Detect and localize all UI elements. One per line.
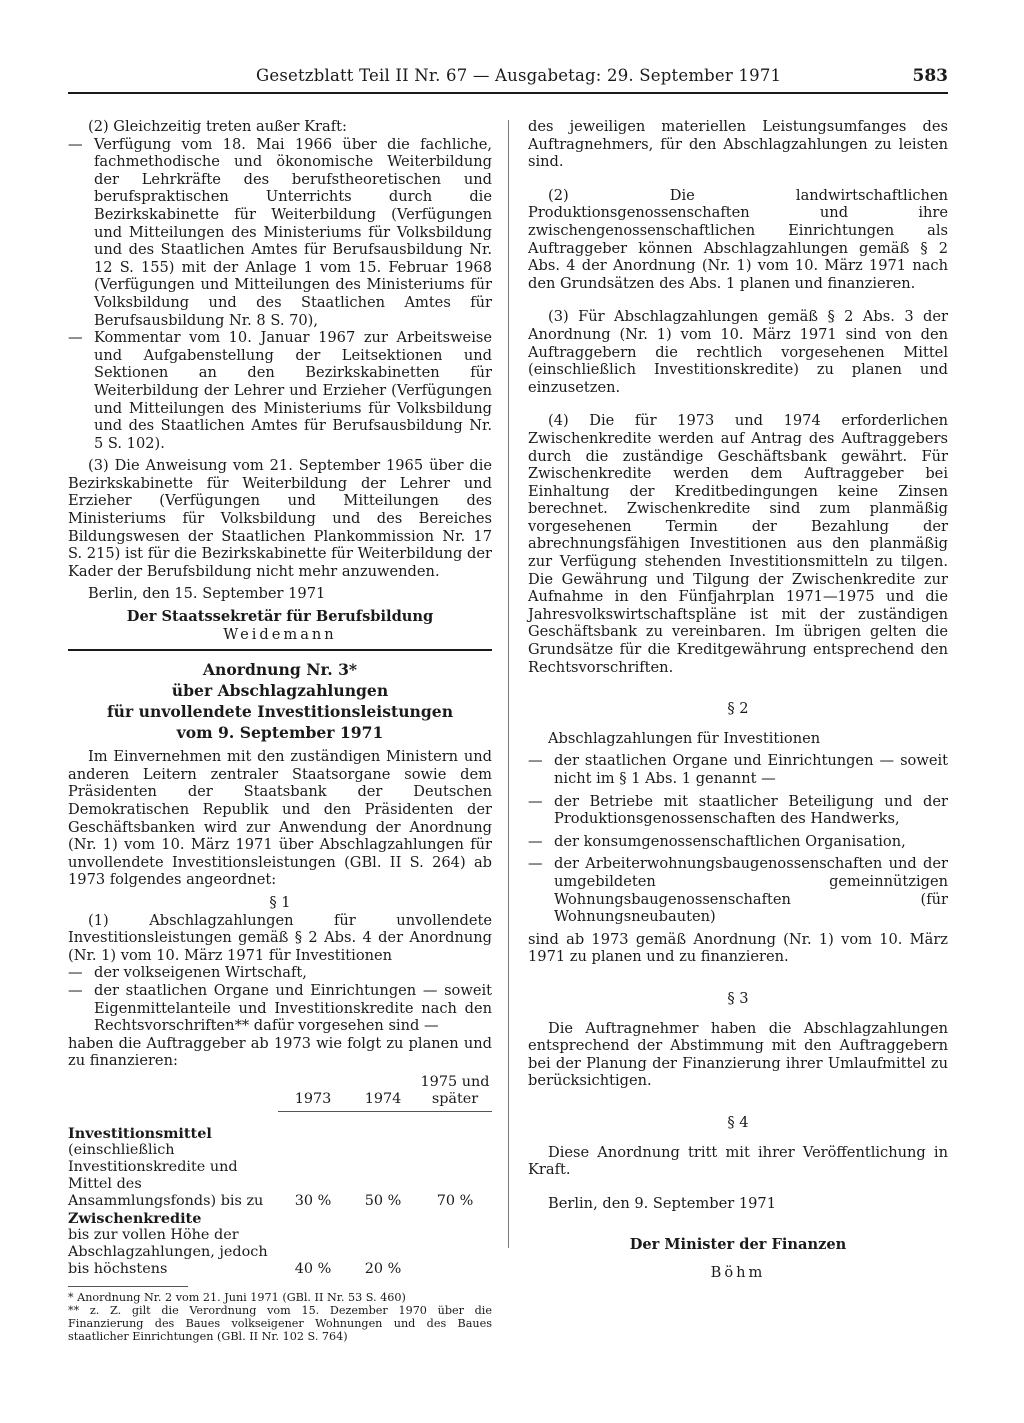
col-header-1973: 1973 — [278, 1074, 348, 1112]
dash-marker: — — [528, 832, 543, 850]
row-text-zwischenkredite: bis zur vollen Höhe der Abschlagzahlungen, jedoch bis höchstens — [68, 1227, 268, 1278]
dash-marker: — — [528, 792, 543, 810]
dash-marker: — — [68, 981, 83, 999]
section-1-item-1 — [68, 964, 492, 982]
signatory-title-left: Der Staatssekretär für Berufsbildung — [126, 608, 434, 626]
row-text-investitionsmittel: (einschließlich Investitionskredite und Mittel des Ansammlungsfonds) bis zu — [68, 1142, 264, 1210]
section-2-item-2 — [528, 793, 948, 828]
section-2-item-4-text: der Arbeiterwohnungsbaugenossenschaften und der umgebildeten gemeinnützigen Wohnungsbaugenossenschaften (für Wohnungsneubauten) — [554, 855, 948, 926]
footnote-1: * Anordnung Nr. 2 vom 21. Juni 1971 (GBl. II Nr. 53 S. 460) — [68, 1291, 406, 1305]
section-2-heading: § 2 — [727, 700, 749, 718]
paragraph-1-continued: des jeweiligen materiellen Leistungsumfanges des Auftragnehmers, für den Abschlagzahlungen zu leisten sind. — [528, 118, 948, 171]
header-title: Gesetzblatt Teil II Nr. 67 — Ausgabetag: 29. September 1971 — [256, 66, 782, 85]
footnote-rule — [68, 1286, 188, 1287]
section-2-item-1-text: der staatlichen Organe und Einrichtungen — soweit nicht im § 1 Abs. 1 genannt — — [554, 752, 948, 787]
section-2-item-3-text: der konsumgenossenschaftlichen Organisation, — [554, 832, 906, 850]
section-3-text: Die Auftragnehmer haben die Abschlagzahlungen entsprechend der Abstimmung mit den Auftraggebern bei der Planung der Finanzierung ihrer Umlaufmittel zu berücksichtigen. — [528, 1019, 948, 1090]
repeal-item-1 — [68, 136, 492, 330]
ordinance-date: vom 9. September 1971 — [176, 723, 384, 743]
repeal-item-2-text: Kommentar vom 10. Januar 1967 zur Arbeitsweise und Aufgabenstellung der Leitsektionen und Sektionen an den Bezirkskabinetten für Weiterbildung der Lehrer und Erzieher (Verfügungen und Mitteilungen des Ministeriums für Volksbildung und des Staatlichen Amtes für Berufsausbildung Nr. 5 S. 102). — [94, 329, 492, 452]
row-heading-zwischenkredite: Zwischenkredite — [68, 1210, 202, 1228]
signatory-name-left: Weidemann — [223, 625, 337, 643]
section-rule — [68, 649, 492, 651]
dash-marker: — — [68, 964, 83, 982]
section-1-item-2-text: der staatlichen Organe und Einrichtungen — soweit Eigenmittelanteile und Investitionskredite nach den Rechtsvorschriften** dafür vorgesehen sind — — [94, 981, 492, 1035]
row-heading-investitionsmittel: Investitionsmittel — [68, 1125, 212, 1143]
signatory-name-right: Böhm — [710, 1263, 766, 1281]
cell-value: 50 % — [364, 1193, 402, 1210]
dash-marker: — — [68, 135, 83, 153]
paragraph-2-intro: (2) Gleichzeitig treten außer Kraft: — [88, 118, 347, 135]
section-4-text: Diese Anordnung tritt mit ihrer Veröffentlichung in Kraft. — [528, 1143, 948, 1179]
cell-value: 30 % — [294, 1193, 332, 1210]
place-date-left: Berlin, den 15. September 1971 — [88, 585, 326, 603]
ordinance-title-1: Anordnung Nr. 3* — [202, 660, 358, 680]
ordinance-title-2: über Abschlagzahlungen — [171, 681, 389, 701]
column-divider — [508, 120, 509, 1248]
left-column — [68, 118, 492, 1343]
table-row — [68, 1210, 492, 1278]
col-header-1974: 1974 — [348, 1074, 418, 1112]
paragraph-4: (4) Die für 1973 und 1974 erforderlichen Zwischenkredite werden auf Antrag des Auftraggebers durch die zuständige Geschäftsbank gewährt. Für Zwischenkredite werden dem Auftraggeber bei Einhaltung der Kreditbedingungen keine Zinsen berechnet. Zwischenkredite sind zum planmäßig vorgesehenen Termin der Bezahlung der abrechnungsfähigen Investitionen aus den planmäßig zur Verfügung stehenden Investitionsmitteln zu tilgen. Die Gewährung und Tilgung der Zwischenkredite zur Aufnahme in den Fünfjahrplan 1971—1975 und die Jahresvolkswirtschaftspläne ist mit der zuständigen Geschäftsbank zu vereinbaren. Im übrigen gelten die Grundsätze für die Kreditgewährung entsprechend den Rechtsvorschriften. — [528, 412, 948, 676]
repeal-item-1-text: Verfügung vom 18. Mai 1966 über die fachliche, fachmethodische und ökonomische Weiterbildung der Lehrkräfte des berufstheoretischen und berufspraktischen Unterrichts durch die Bezirkskabinette für Weiterbildung (Verfügungen und Mitteilungen des Ministeriums für Volksbildung und des Staatlichen Amtes für Berufsausbildung Nr. 12 S. 155) mit der Anlage 1 vom 15. Februar 1968 (Verfügungen und Mitteilungen des Ministeriums für Volksbildung und des Staatlichen Amtes für Berufsausbildung Nr. 8 S. 70), — [94, 135, 492, 329]
section-1-item-2 — [68, 982, 492, 1035]
paragraph-3-right: (3) Für Abschlagzahlungen gemäß § 2 Abs. 3 der Anordnung (Nr. 1) vom 10. März 1971 sind von den Auftraggebern die rechtlich vorgesehenen Mittel (einschließlich Investitionskredite) zu planen und einzusetzen. — [528, 308, 948, 396]
section-2-item-3 — [528, 833, 948, 851]
col-header-1975: 1975 und später — [418, 1074, 492, 1112]
dash-marker: — — [68, 329, 83, 347]
cell-value: 20 % — [364, 1261, 402, 1278]
section-3-heading: § 3 — [727, 989, 749, 1007]
page-number: 583 — [912, 66, 948, 86]
footnote-2: ** z. Z. gilt die Verordnung vom 15. Dezember 1970 über die Finanzierung des Baues volkseigener Wohnungen und des Baues staatlicher Einrichtungen (GBl. II Nr. 102 S. 764) — [68, 1304, 492, 1344]
ordinance-title-3: für unvollendete Investitionsleistungen — [106, 702, 454, 722]
section-1-paragraph-1: (1) Abschlagzahlungen für unvollendete Investitionsleistungen gemäß § 2 Abs. 4 der Anordnung (Nr. 1) vom 10. März 1971 für Investitionen — [68, 911, 492, 964]
cell-value: 40 % — [294, 1261, 332, 1278]
section-1-heading: § 1 — [269, 893, 291, 911]
section-2-item-1 — [528, 752, 948, 787]
section-2-closing: sind ab 1973 gemäß Anordnung (Nr. 1) vom 10. März 1971 zu planen und zu finanzieren. — [528, 930, 948, 966]
dash-marker: — — [528, 752, 543, 770]
section-4-heading: § 4 — [727, 1113, 749, 1131]
signatory-title-right: Der Minister der Finanzen — [629, 1236, 847, 1254]
financing-table — [68, 1074, 492, 1279]
right-column — [528, 118, 948, 1281]
dash-marker: — — [528, 855, 543, 873]
section-2-intro: Abschlagzahlungen für Investitionen — [548, 729, 821, 747]
cell-value: 70 % — [436, 1193, 474, 1210]
section-2-item-4 — [528, 855, 948, 925]
section-2-item-2-text: der Betriebe mit staatlicher Beteiligung und der Produktionsgenossenschaften des Handwerks, — [554, 792, 948, 828]
page-header — [68, 62, 948, 94]
section-1-paragraph-2: haben die Auftraggeber ab 1973 wie folgt zu planen und zu finanzieren: — [68, 1034, 492, 1070]
table-header-row — [68, 1074, 492, 1112]
place-date-right: Berlin, den 9. September 1971 — [548, 1194, 776, 1212]
paragraph-2: (2) Die landwirtschaftlichen Produktionsgenossenschaften und ihre zwischengenossenschaftlichen Einrichtungen als Auftraggeber können Abschlagzahlungen gemäß § 2 Abs. 4 der Anordnung (Nr. 1) vom 10. März 1971 nach den Grundsätzen des Abs. 1 planen und finanzieren. — [528, 186, 948, 292]
preamble: Im Einvernehmen mit den zuständigen Ministern und anderen Leitern zentraler Staatsorgane sowie dem Präsidenten der Staatsbank der Deutschen Demokratischen Republik und den Präsidenten der Geschäftsbanken wird zur Anwendung der Anordnung (Nr. 1) vom 10. März 1971 über Abschlagzahlungen für unvollendete Investitionsleistungen (GBl. II S. 264) ab 1973 folgendes angeordnet: — [68, 748, 492, 889]
table-row — [68, 1111, 492, 1210]
section-1-item-1-text: der volkseigenen Wirtschaft, — [94, 964, 307, 982]
paragraph-3: (3) Die Anweisung vom 21. September 1965 über die Bezirkskabinette für Weiterbildung der Lehrer und Erzieher (Verfügungen und Mitteilungen des Ministeriums für Volksbildung und des Bereiches Bildungswesen der Staatlichen Plankommission Nr. 17 S. 215) ist für die Bezirkskabinette für Weiterbildung der Kader der Berufsbildung nicht mehr anzuwenden. — [68, 457, 492, 580]
repeal-item-2 — [68, 329, 492, 452]
